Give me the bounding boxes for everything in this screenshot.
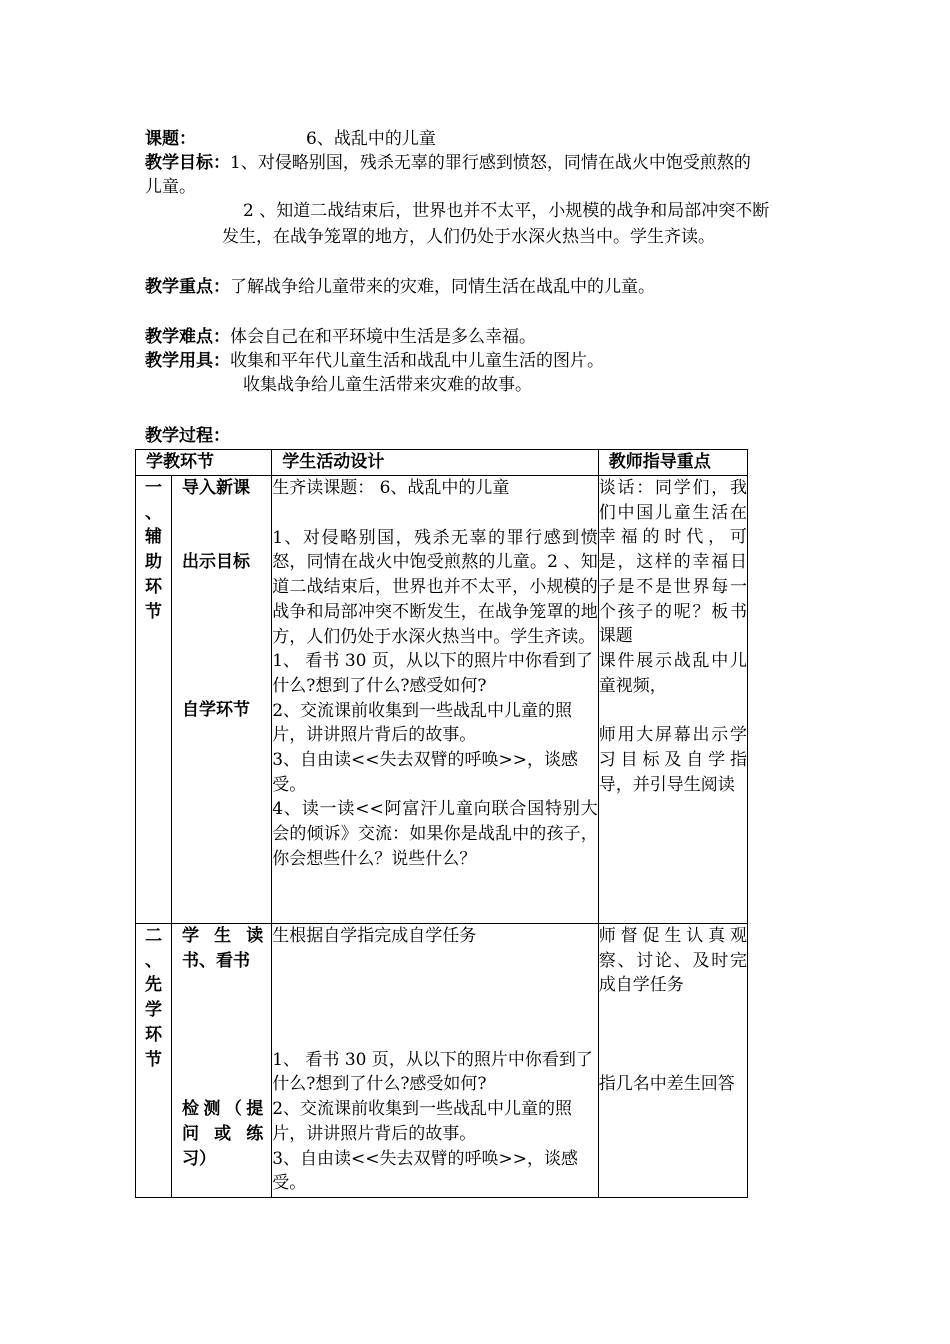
stage-label: 导入新课 (182, 478, 251, 498)
section-cell-2 (136, 924, 172, 1198)
activity-text: 1、对侵略别国，残杀无辜的罪行感到愤怒，同情在战火中饱受煎熬的儿童。2 、知道二战结束后，世界也并不太平，小规模的战争和局部冲突不断发生，在战争笼罩的地方，人们仍处于水深火热当中。学生齐读。 (272, 527, 598, 647)
header-stage: 学教环节 (136, 450, 272, 476)
header-guidance: 教师指导重点 (598, 450, 747, 476)
tools-line-2: 收集战争给儿童生活带来灾难的故事。 (243, 375, 532, 395)
guidance-text: 师用大屏幕出示学习目标及自学指导，并引导生阅读 (598, 725, 747, 795)
process-label: 教学过程： (145, 426, 230, 446)
activity-text: 1、 看书 30 页，从以下的照片中你看到了什么?想到了什么?感受如何? (272, 1049, 593, 1095)
activity-text: 生根据自学指完成自学任务 (272, 926, 477, 946)
title-label: 课题： (145, 129, 196, 149)
guidance-text: 谈话：同学们，我们中国儿童生活在幸福的时代，可是，这样的幸福日子是不是世界每一个孩子的呢？板书课题 (598, 478, 747, 647)
stage-cell-1 (172, 476, 272, 924)
key-value: 了解战争给儿童带来的灾难，同情生活在战乱中的儿童。 (230, 277, 655, 297)
guidance-text: 指几名中差生回答 (598, 1074, 735, 1095)
activity-cell-2 (272, 924, 599, 1198)
guidance-cell-2 (598, 924, 747, 1198)
section-char: 环 (145, 1024, 163, 1045)
key-label: 教学重点： (145, 277, 230, 297)
stage-cell-2 (172, 924, 272, 1198)
table-row (136, 476, 748, 924)
table-header-row (136, 450, 748, 476)
lesson-plan-table (135, 449, 748, 1198)
activity-text: 3、自由读<<失去双臂的呼唤>>，谈感受。 (272, 1148, 578, 1194)
activity-text: 3、自由读<<失去双臂的呼唤>>，谈感受。 (272, 750, 578, 795)
section-char: 节 (145, 1049, 163, 1070)
activity-text: 2、交流课前收集到一些战乱中儿童的照片，讲讲照片背后的故事。 (272, 700, 573, 746)
title-line (145, 127, 436, 151)
goal-line-2b: 发生，在战争笼罩的地方，人们仍处于水深火热当中。学生齐读。 (222, 227, 715, 247)
section-char: 、 (145, 502, 163, 523)
goal-line-1b: 儿童。 (145, 177, 196, 197)
section-char: 节 (145, 601, 163, 622)
section-char: 学 (145, 1000, 163, 1021)
table-row (136, 924, 748, 1198)
section-char: 、 (145, 950, 163, 971)
section-char: 助 (145, 552, 163, 573)
activity-text: 4、读一读<<阿富汗儿童向联合国特别大会的倾诉》交流：如果你是战乱中的孩子，你会想些什么？说些什么？ (272, 799, 598, 869)
header-activity: 学生活动设计 (272, 450, 599, 476)
difficulty-line (145, 325, 536, 349)
section-char: 环 (145, 576, 163, 597)
section-char: 先 (145, 975, 163, 996)
key-point-line (145, 275, 655, 299)
tools-value-1: 收集和平年代儿童生活和战乱中儿童生活的图片。 (230, 351, 604, 371)
stage-label: 学 生 读书、看书 (182, 926, 264, 971)
stage-label: 检测（提问 或 练习） (182, 1099, 264, 1169)
guidance-text: 师督促生认真观察、讨论、及时完成自学任务 (598, 926, 747, 996)
section-char: 辅 (145, 527, 163, 548)
guidance-cell-1 (598, 476, 747, 924)
difficulty-label: 教学难点： (145, 327, 230, 347)
section-char: 一 (145, 478, 163, 498)
guidance-text: 课件展示战乱中儿童视频， (598, 650, 747, 696)
difficulty-value: 体会自己在和平环境中生活是多么幸福。 (230, 327, 536, 347)
stage-label: 自学环节 (182, 700, 251, 721)
activity-text: 1、 看书 30 页，从以下的照片中你看到了什么?想到了什么?感受如何? (272, 651, 593, 696)
section-cell-1 (136, 476, 172, 924)
title-value: 6、战乱中的儿童 (306, 129, 436, 149)
goal-label: 教学目标： (145, 153, 230, 173)
goal-line-1 (145, 151, 751, 175)
tools-label: 教学用具： (145, 351, 230, 371)
goal-1-a: 1、对侵略别国，残杀无辜的罪行感到愤怒，同情在战火中饱受煎熬的 (230, 153, 751, 173)
activity-text: 2、交流课前收集到一些战乱中儿童的照片，讲讲照片背后的故事。 (272, 1099, 573, 1144)
stage-label: 出示目标 (182, 551, 251, 572)
goal-line-2: 2 、知道二战结束后，世界也并不太平，小规模的战争和局部冲突不断 (243, 201, 770, 221)
activity-cell-1 (272, 476, 599, 924)
section-char: 二 (145, 926, 163, 946)
tools-line (145, 349, 604, 373)
activity-text: 生齐读课题： 6、战乱中的儿童 (272, 478, 510, 498)
